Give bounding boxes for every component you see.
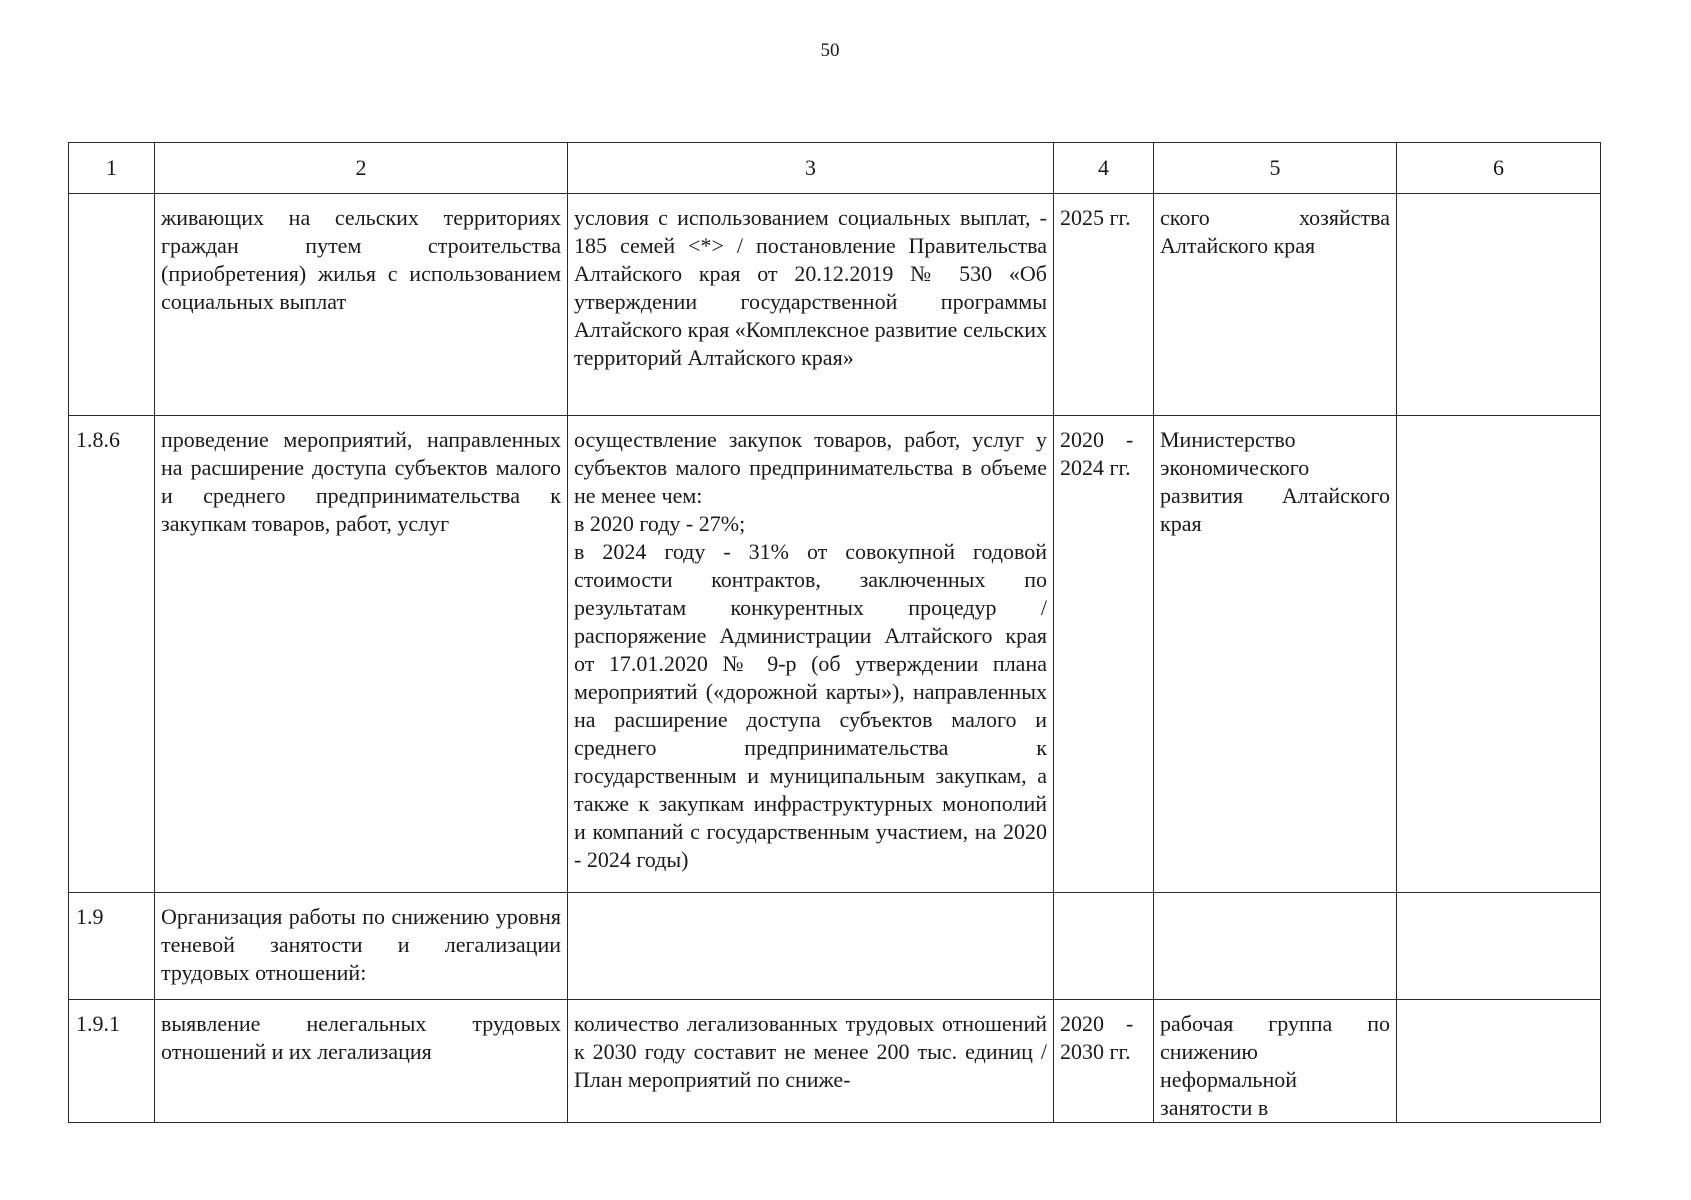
column-header: 2 bbox=[155, 143, 568, 194]
plan-table bbox=[68, 142, 1601, 1123]
activity-cell: Организация работы по снижению уровня теневой занятости и легализации трудовых отношений: bbox=[155, 893, 568, 1000]
column-header: 3 bbox=[568, 143, 1054, 194]
page-number: 50 bbox=[820, 40, 840, 61]
period-cell: 2025 гг. bbox=[1054, 194, 1154, 416]
result-cell bbox=[568, 416, 1054, 893]
result-cell: условия с использованием социальных выплат, - 185 семей <*> / постановление Правительства Алтайского края от 20.12.2019 № 530 «Об утверждении государственной программы Алтайского края «Комплексное развитие сельских территорий Алтайского края» bbox=[568, 194, 1054, 416]
result-paragraph: в 2020 году - 27%; bbox=[574, 511, 746, 536]
item-number-cell: 1.9 bbox=[69, 893, 155, 1000]
result-paragraph: в 2024 году - 31% от совокупной годовой стоимости контрактов, заключенных по результатам конкурентных процедур / распоряжение Администрации Алтайского края от 17.01.2020 № 9-р (об утверждении плана мероприятий («дорожной карты»), направленных на расширение доступа субъектов малого и среднего предпринимательства к государственным и муниципальным закупкам, а также к закупкам инфраструктурных монополий и компаний с государственным участием, на 2020 - 2024 годы) bbox=[574, 539, 1047, 872]
item-number-cell bbox=[69, 194, 155, 416]
empty-cell bbox=[1397, 194, 1601, 416]
column-header: 6 bbox=[1397, 143, 1601, 194]
responsible-cell: ского хозяйства Алтайского края bbox=[1154, 194, 1397, 416]
column-header: 4 bbox=[1054, 143, 1154, 194]
activity-cell: живающих на сельских территориях граждан путем строительства (приобретения) жилья с использованием социальных выплат bbox=[155, 194, 568, 416]
item-number-cell: 1.8.6 bbox=[69, 416, 155, 893]
table-row bbox=[69, 416, 1601, 893]
activity-cell: проведение мероприятий, направленных на расширение доступа субъектов малого и среднего предпринимательства к закупкам товаров, работ, услуг bbox=[155, 416, 568, 893]
empty-cell bbox=[1397, 893, 1601, 1000]
result-cell bbox=[568, 893, 1054, 1000]
table-row bbox=[69, 194, 1601, 416]
period-cell: 2020 - 2030 гг. bbox=[1054, 1000, 1154, 1123]
empty-cell bbox=[1397, 1000, 1601, 1123]
activity-cell: выявление нелегальных трудовых отношений и их легализация bbox=[155, 1000, 568, 1123]
responsible-cell: Министерство экономического развития Алтайского края bbox=[1154, 416, 1397, 893]
column-header: 1 bbox=[69, 143, 155, 194]
table-row bbox=[69, 893, 1601, 1000]
empty-cell bbox=[1397, 416, 1601, 893]
period-cell bbox=[1054, 893, 1154, 1000]
table-row bbox=[69, 1000, 1601, 1123]
period-cell: 2020 - 2024 гг. bbox=[1054, 416, 1154, 893]
table-header-row bbox=[69, 143, 1601, 194]
responsible-cell: рабочая группа по снижению неформальной занятости в bbox=[1154, 1000, 1397, 1123]
column-header: 5 bbox=[1154, 143, 1397, 194]
result-cell: количество легализованных трудовых отношений к 2030 году составит не менее 200 тыс. единиц / План мероприятий по сниже- bbox=[568, 1000, 1054, 1123]
result-paragraph: осуществление закупок товаров, работ, услуг у субъектов малого предпринимательства в объеме не менее чем: bbox=[574, 427, 1047, 508]
item-number-cell: 1.9.1 bbox=[69, 1000, 155, 1123]
responsible-cell bbox=[1154, 893, 1397, 1000]
